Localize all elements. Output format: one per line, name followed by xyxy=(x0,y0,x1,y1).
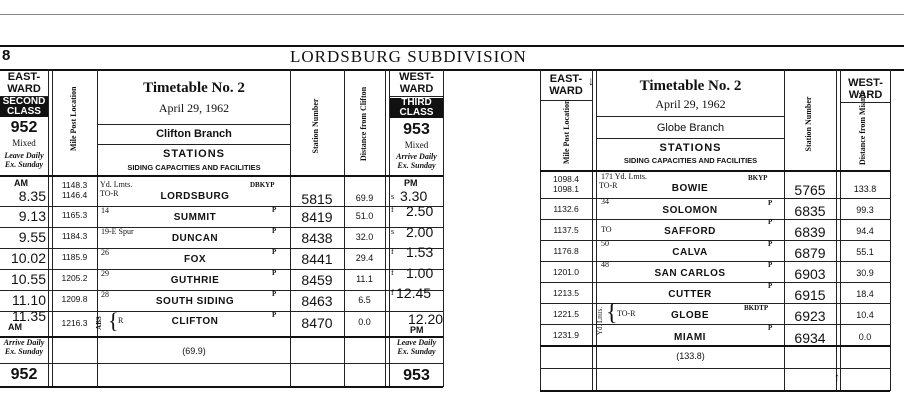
left-stations-sub: SIDING CAPACITIES AND FACILITIES xyxy=(127,163,261,172)
rule xyxy=(540,324,890,325)
facilities: P xyxy=(272,248,277,256)
distance: 32.0 xyxy=(355,232,374,242)
facilities: P xyxy=(768,199,773,207)
east-time: 9.13 xyxy=(18,208,46,224)
facilities: BKDTP xyxy=(744,304,769,312)
left-timetable-title: Timetable No. 2 xyxy=(143,80,245,96)
rule xyxy=(52,69,53,387)
siding-capacity: 171 Yd. Lmts. xyxy=(601,172,647,181)
station-name: MIAMI xyxy=(674,332,706,343)
rule xyxy=(540,390,890,392)
left-east-class: SECOND CLASS xyxy=(0,97,48,117)
left-timetable-date: April 29, 1962 xyxy=(158,101,230,115)
west-ampm: PM xyxy=(404,178,418,188)
station-name: SOUTH SIDING xyxy=(155,296,235,307)
left-branch: Clifton Branch xyxy=(156,128,232,140)
west-flag: s xyxy=(391,227,395,236)
station-name: GLOBE xyxy=(670,310,710,321)
right-eastward: EAST- WARD xyxy=(549,73,583,97)
east-time: 9.55 xyxy=(18,229,46,245)
left-west-mixed: Mixed xyxy=(404,140,429,150)
siding-capacity: 26 xyxy=(101,248,109,257)
station-name: LORDSBURG xyxy=(160,191,230,202)
title-rule-bottom xyxy=(0,69,904,71)
west-flag: f xyxy=(391,247,394,256)
rule xyxy=(540,170,890,172)
facilities: P xyxy=(768,282,773,290)
station-number: 8470 xyxy=(301,315,333,331)
left-west-bottom-schedule: Leave Daily Ex. Sunday xyxy=(396,338,437,356)
siding-capacity: 50 xyxy=(601,239,609,248)
station-name: BOWIE xyxy=(671,183,709,194)
right-timetable-title: Timetable No. 2 xyxy=(639,78,742,94)
rule xyxy=(540,282,890,283)
mile-post: 1098.4 1098.1 xyxy=(553,174,579,194)
facilities: P xyxy=(768,261,773,269)
station-name: DUNCAN xyxy=(171,233,219,244)
rule xyxy=(592,69,593,391)
rule xyxy=(0,311,443,312)
rule xyxy=(890,69,891,391)
left-station-number-label: Station Number xyxy=(311,98,320,154)
mile-post: 1201.0 xyxy=(553,267,579,277)
east-time: 11.35 xyxy=(12,308,46,324)
distance: 51.0 xyxy=(355,211,374,221)
east-time: 8.35 xyxy=(18,188,46,204)
rule xyxy=(0,227,443,228)
station-name: CLIFTON xyxy=(171,316,219,327)
siding-capacity: 14 xyxy=(101,206,109,215)
abs-note: ABS xyxy=(95,316,103,330)
station-number: 8441 xyxy=(301,251,333,267)
page-title: LORDSBURG SUBDIVISION xyxy=(290,47,527,66)
rule xyxy=(344,69,345,387)
left-westward: WEST- WARD xyxy=(399,71,434,95)
left-distance-label: Distance from Clifton xyxy=(359,86,368,161)
facilities: P xyxy=(768,324,773,332)
mile-post: 1185.9 xyxy=(61,252,88,262)
right-stations-sub: SIDING CAPACITIES AND FACILITIES xyxy=(623,156,758,165)
rule xyxy=(0,290,443,291)
mile-post: 1176.8 xyxy=(553,246,579,256)
mile-post: 1205.2 xyxy=(61,273,88,283)
rule xyxy=(540,345,890,347)
mile-post: 1231.9 xyxy=(553,330,579,340)
mile-post: 1216.3 xyxy=(61,318,88,328)
west-time: 12.45 xyxy=(396,285,432,301)
rule xyxy=(0,248,443,249)
siding-capacity: 19-E Spur xyxy=(101,227,134,236)
rule xyxy=(385,69,386,387)
distance: 29.4 xyxy=(355,253,374,263)
distance: 99.3 xyxy=(856,205,874,215)
left-eastward: EAST- WARD xyxy=(7,71,41,95)
west-flag: f xyxy=(391,268,394,277)
station-prefix: TO-R xyxy=(599,181,618,190)
distance: 30.9 xyxy=(856,268,874,278)
rule xyxy=(836,69,837,391)
west-ampm: PM xyxy=(410,325,424,335)
rule xyxy=(540,240,890,241)
west-flag: f xyxy=(391,205,394,214)
west-time: 12.20 xyxy=(408,311,444,327)
station-number: 6879 xyxy=(794,245,826,261)
station-name: GUTHRIE xyxy=(170,275,220,286)
facilities: P xyxy=(768,240,773,248)
down-arrow-icon: ↓ xyxy=(588,74,594,88)
rule xyxy=(0,363,443,364)
station-number: 5815 xyxy=(301,191,333,207)
station-number: 6903 xyxy=(794,266,826,282)
west-flag: f xyxy=(391,288,394,297)
rule xyxy=(0,175,443,177)
west-time: 3.30 xyxy=(400,188,428,204)
east-ampm: AM xyxy=(8,322,22,332)
facilities: P xyxy=(272,206,277,214)
facilities: P xyxy=(272,227,277,235)
left-east-bottom-schedule: Arrive Daily Ex. Sunday xyxy=(3,338,45,356)
station-prefix: TO xyxy=(601,225,612,234)
station-number: 6839 xyxy=(794,224,826,240)
top-edge xyxy=(0,0,904,15)
west-flag: s xyxy=(391,192,395,201)
rule xyxy=(540,303,890,304)
mile-post: 1184.3 xyxy=(61,231,88,241)
station-prefix: R xyxy=(118,316,124,325)
facilities: DBKYP xyxy=(250,181,275,189)
rule xyxy=(540,198,890,199)
station-name: SAN CARLOS xyxy=(654,268,726,279)
distance: 0.0 xyxy=(858,332,872,342)
rule xyxy=(0,386,443,388)
mile-post: 1137.5 xyxy=(553,225,579,235)
mile-post: 1213.5 xyxy=(553,288,579,298)
distance: 10.4 xyxy=(856,310,874,320)
west-time: 1.00 xyxy=(406,265,434,281)
rule xyxy=(97,144,290,145)
siding-capacity: 34 xyxy=(601,197,609,206)
east-time: 10.55 xyxy=(10,271,46,287)
facilities: P xyxy=(768,218,773,226)
rule xyxy=(0,336,443,338)
rule xyxy=(596,138,784,139)
left-west-train: 953 xyxy=(403,121,430,138)
station-number: 6934 xyxy=(794,330,826,346)
right-total-distance: (133.8) xyxy=(676,351,705,361)
left-east-mixed: Mixed xyxy=(12,138,36,148)
rule xyxy=(0,206,443,207)
west-time: 2.50 xyxy=(406,203,434,219)
east-ampm: AM xyxy=(14,178,28,188)
rule xyxy=(596,69,597,391)
left-east-schedule: Leave Daily Ex. Sunday xyxy=(4,151,44,169)
west-time: 2.00 xyxy=(406,224,434,240)
mile-post: 1221.5 xyxy=(553,309,579,319)
siding-capacity: 29 xyxy=(101,269,109,278)
left-west-class: THIRD CLASS xyxy=(390,98,443,118)
left-east-train: 952 xyxy=(10,119,38,136)
facilities: P xyxy=(272,290,277,298)
rule xyxy=(97,69,98,387)
rule xyxy=(540,368,890,369)
distance: 18.4 xyxy=(856,289,874,299)
left-west-schedule: Arrive Daily Ex. Sunday xyxy=(396,152,437,170)
left-total-distance: (69.9) xyxy=(182,346,206,356)
distance: 55.1 xyxy=(856,247,874,257)
station-number: 6835 xyxy=(794,203,826,219)
station-name: CUTTER xyxy=(668,289,712,300)
mile-post: 1132.6 xyxy=(553,204,579,214)
east-time: 11.10 xyxy=(12,292,46,308)
rule xyxy=(48,69,49,387)
facilities: P xyxy=(272,311,277,319)
station-number: 8419 xyxy=(301,209,333,225)
right-stations-heading: STATIONS xyxy=(659,142,722,154)
mile-post: 1209.8 xyxy=(61,294,88,304)
siding-capacity: 28 xyxy=(101,290,109,299)
rule xyxy=(97,124,290,125)
station-name: SAFFORD xyxy=(664,226,716,237)
mile-post: 1165.3 xyxy=(61,210,88,220)
rule xyxy=(443,69,444,387)
mile-post: 1148.3 1146.4 xyxy=(61,180,88,200)
left-stations-heading: STATIONS xyxy=(163,148,225,160)
distance: 11.1 xyxy=(356,274,373,284)
station-number: 6915 xyxy=(794,287,826,303)
distance: 94.4 xyxy=(856,226,874,236)
station-name: SUMMIT xyxy=(173,212,217,223)
facilities: P xyxy=(272,269,277,277)
right-station-number-label: Station Number xyxy=(804,96,813,152)
rule xyxy=(0,269,443,270)
brace-symbol: { xyxy=(108,308,119,333)
station-number: 6923 xyxy=(794,308,826,324)
rule xyxy=(290,69,291,387)
siding-capacity: 48 xyxy=(601,260,609,269)
left-east-train-footer: 952 xyxy=(10,366,38,383)
station-prefix: TO-R xyxy=(617,309,636,318)
right-mile-post-label: Mile Post Location xyxy=(562,99,571,164)
facilities: BKYP xyxy=(748,174,768,182)
distance: 0.0 xyxy=(358,317,371,327)
rule xyxy=(540,261,890,262)
distance: 6.5 xyxy=(358,295,371,305)
yard-limits-note: Yd. Lmts. xyxy=(596,306,604,336)
page-number: 8 xyxy=(2,47,11,64)
station-name: CALVA xyxy=(672,247,708,258)
right-timetable-date: April 29, 1962 xyxy=(655,97,726,111)
station-prefix: Yd. Lmts. TO-R xyxy=(100,180,133,198)
east-time: 10.02 xyxy=(10,250,46,266)
right-distance-label: Distance from Miami xyxy=(858,92,867,165)
station-number: 8459 xyxy=(301,272,333,288)
right-westward: WEST- WARD xyxy=(848,77,883,101)
station-number: 8438 xyxy=(301,230,333,246)
up-arrow-icon: ↑ xyxy=(834,370,840,384)
station-number: 8463 xyxy=(301,293,333,309)
station-name: SOLOMON xyxy=(662,205,718,216)
rule xyxy=(840,102,890,103)
rule xyxy=(540,219,890,220)
rule xyxy=(596,116,784,117)
west-time: 1.53 xyxy=(406,244,434,260)
left-west-train-footer: 953 xyxy=(403,367,430,384)
station-name: FOX xyxy=(183,254,207,265)
left-mile-post-label: Mile Post Location xyxy=(69,86,78,151)
station-number: 5765 xyxy=(794,182,826,198)
distance: 69.9 xyxy=(355,193,374,203)
distance: 133.8 xyxy=(853,184,877,194)
brace-symbol: { xyxy=(606,300,618,326)
right-branch: Globe Branch xyxy=(656,122,725,134)
